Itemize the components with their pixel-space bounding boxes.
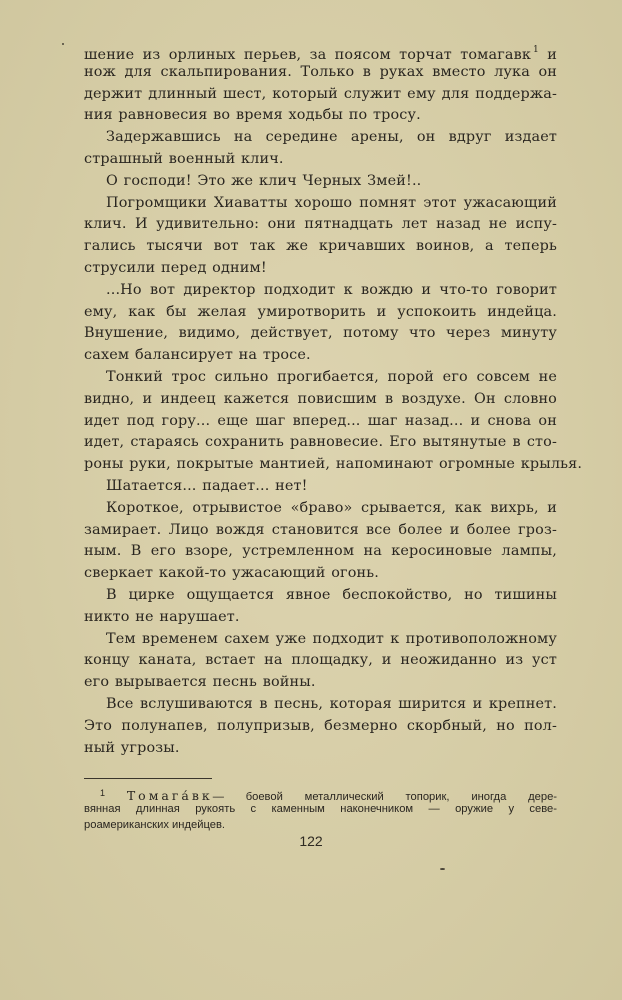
text-line: держит длинный шест, который служит ему для поддержа-	[84, 85, 557, 102]
footnote-reference: 1	[533, 45, 539, 55]
text-line: идет, стараясь сохранить равновесие. Его вытянутые в сто-	[84, 434, 557, 451]
text-line: нож для скальпирования. Только в руках вместо лука он	[84, 63, 557, 80]
page-number: 122	[299, 833, 323, 849]
footnote-line: роамериканских индейцев.	[84, 819, 226, 831]
text-line: ...Но вот директор подходит к вождю и что-то говорит	[106, 281, 557, 298]
footnote-line	[84, 785, 557, 801]
text-line: клич. И удивительно: они пятнадцать лет назад не испу-	[84, 216, 557, 233]
text-line: Тонкий трос сильно прогибается, порой его совсем не	[106, 368, 557, 385]
text-line: Погромщики Хиаватты хорошо помнят этот ужасающий	[106, 194, 557, 211]
text-line: Это полунапев, полупризыв, безмерно скорбный, но пол-	[84, 717, 557, 734]
text-line: сахем балансирует на тросе.	[84, 347, 311, 364]
page-body	[84, 40, 583, 759]
text-line: идет под гору... еще шаг вперед... шаг назад... и снова он	[84, 412, 557, 429]
text-line: Задержавшись на середине арены, он вдруг издает	[106, 129, 557, 146]
footnote	[84, 785, 557, 833]
text-line: видно, и индеец кажется повисшим в воздухе. Он словно	[84, 390, 557, 407]
text-line: Шатается... падает... нет!	[106, 477, 308, 494]
text-line: никто не нарушает.	[84, 608, 240, 625]
footnote-divider	[84, 778, 212, 779]
footnote-term: Томага́вк	[126, 788, 213, 803]
text-line: ему, как бы желая умиротворить и успокоить индейца.	[84, 303, 557, 320]
text-line: страшный военный клич.	[84, 150, 284, 167]
text-line: ный угрозы.	[84, 739, 180, 756]
text-line: Все вслушиваются в песнь, которая ширится и крепнет.	[106, 695, 557, 712]
text-line: О господи! Это же клич Черных Змей!..	[106, 172, 422, 189]
paper-speck	[440, 868, 445, 870]
footnote-line: вянная длинная рукоять с каменным наконечником — оружие у севе-	[84, 803, 557, 815]
text-segment: и	[538, 47, 558, 63]
text-line: роны руки, покрытые мантией, напоминают огромные крылья.	[84, 456, 583, 473]
text-line: Тем временем сахем уже подходит к противоположному	[106, 630, 557, 647]
text-segment: шение из орлиных перьев, за поясом торчат томагавк	[84, 47, 532, 63]
footnote-mark: 1	[100, 788, 106, 798]
text-line: сверкает какой-то ужасающий огонь.	[84, 565, 379, 582]
text-line: гались тысячи вот так же кричавших воинов, а теперь	[84, 238, 557, 255]
text-line: струсили перед одним!	[84, 259, 267, 276]
text-line: В цирке ощущается явное беспокойство, но тишины	[106, 586, 557, 603]
text-line: ным. В его взоре, устремленном на керосиновые лампы,	[84, 543, 557, 560]
text-line: Короткое, отрывистое «браво» срывается, как вихрь, и	[106, 499, 557, 516]
text-line: замирает. Лицо вождя становится все более и более гроз-	[84, 521, 557, 538]
paper-speck	[62, 43, 64, 45]
text-line	[84, 40, 557, 62]
footnote-text: — боевой металлический топорик, иногда дере-	[212, 791, 558, 803]
text-line: Внушение, видимо, действует, потому что через минуту	[84, 325, 557, 342]
text-line: ния равновесия во время ходьбы по тросу.	[84, 107, 421, 124]
text-line: концу каната, встает на площадку, и неожиданно из уст	[84, 652, 557, 669]
text-line: его вырывается песнь войны.	[84, 674, 316, 691]
